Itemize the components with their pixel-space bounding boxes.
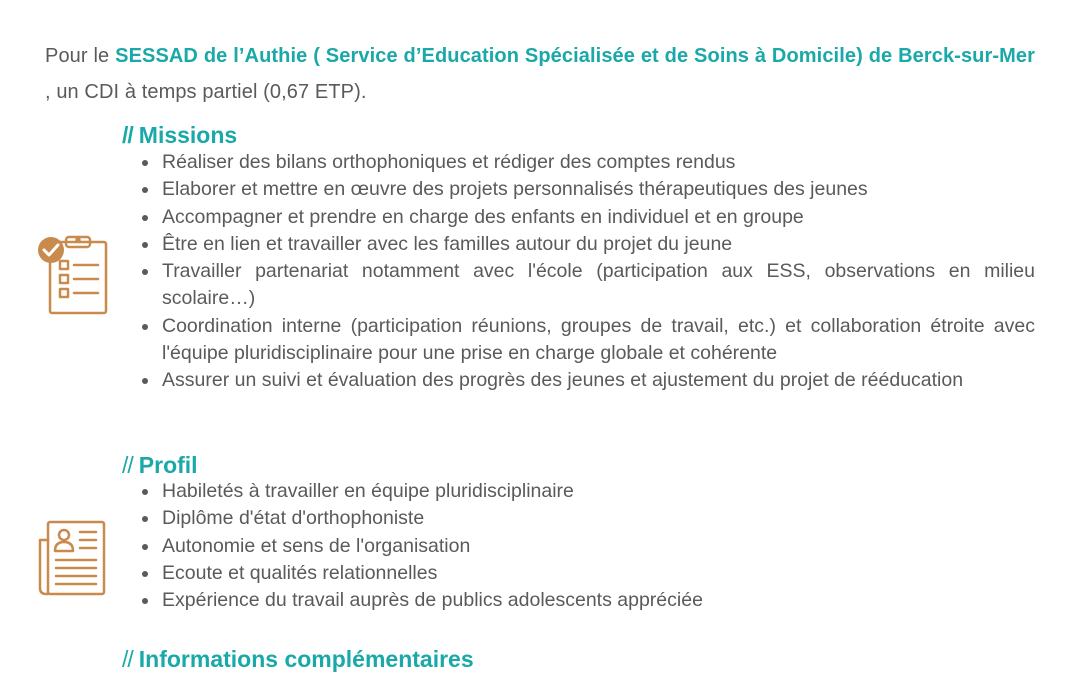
title-slash: // (122, 452, 133, 478)
title-text: Profil (138, 452, 198, 478)
list-item: Réaliser des bilans orthophoniques et rédiger des comptes rendus (138, 149, 1035, 176)
list-item: Être en lien et travailler avec les familles autour du projet du jeune (138, 231, 1035, 258)
section-title-profil (122, 450, 198, 480)
list-item: Autonomie et sens de l'organisation (138, 533, 1035, 560)
list-item: Accompagner et prendre en charge des enfants en individuel et en groupe (138, 204, 1035, 231)
title-text: Missions (138, 122, 238, 148)
list-item: Habiletés à travailler en équipe pluridisciplinaire (138, 478, 1035, 505)
section-title-missions (122, 120, 237, 150)
list-item: Travailler partenariat notamment avec l'école (participation aux ESS, observations en milieu scolaire…) (138, 258, 1035, 313)
list-item: Expérience du travail auprès de publics adolescents appréciée (138, 587, 1035, 614)
resume-document-icon (36, 518, 108, 598)
title-slash: // (122, 646, 133, 672)
intro-prefix: Pour le (45, 45, 116, 67)
list-item: Elaborer et mettre en œuvre des projets personnalisés thérapeutiques des jeunes (138, 176, 1035, 203)
intro-suffix: , un CDI à temps partiel (0,67 ETP). (45, 81, 367, 103)
list-item: Assurer un suivi et évaluation des progrès des jeunes et ajustement du projet de rééducation (138, 367, 1035, 394)
profil-list (138, 478, 1035, 614)
intro-paragraph (45, 38, 1035, 110)
list-item: Ecoute et qualités relationnelles (138, 560, 1035, 587)
list-item: Coordination interne (participation réunions, groupes de travail, etc.) et collaboration étroite avec l'équipe pluridisciplinaire pour une prise en charge globale et cohérente (138, 313, 1035, 368)
list-item: Diplôme d'état d'orthophoniste (138, 505, 1035, 532)
title-text: Informations complémentaires (138, 646, 474, 672)
missions-list (138, 149, 1035, 395)
title-slash: // (122, 122, 133, 148)
intro-organization: SESSAD de l’Authie ( Service d’Education Spécialisée et de Soins à Domicile) de Berck-sur-Mer (115, 45, 1035, 67)
clipboard-checklist-icon (36, 234, 110, 316)
section-title-infos (122, 644, 474, 674)
